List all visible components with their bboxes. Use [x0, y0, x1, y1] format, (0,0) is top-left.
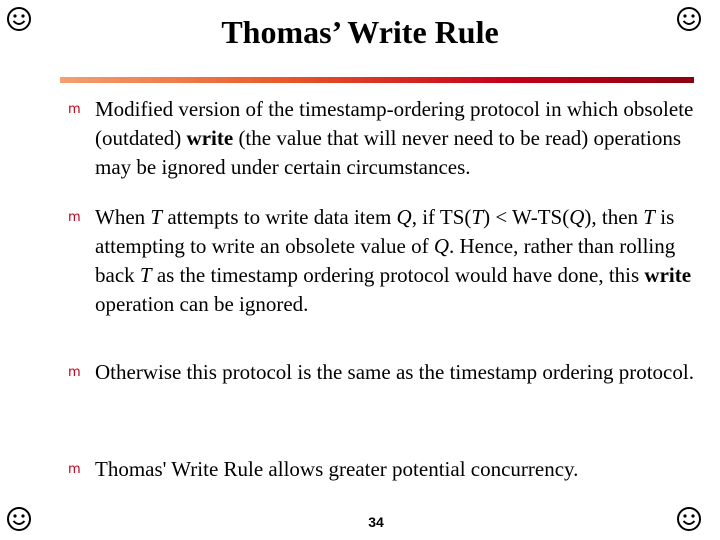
bullet-text: Thomas' Write Rule allows greater potential concurrency.	[95, 457, 579, 481]
bullet-marker-icon: m	[68, 210, 81, 225]
bullet-marker-icon: m	[68, 365, 81, 380]
page-number: 34	[368, 514, 384, 530]
bullet-marker-icon: m	[68, 462, 81, 477]
bullet-text: Modified version of the timestamp-ordering protocol in which obsolete (outdated) write (the value that will never need to be read) operations may be ignored under certain circumstances.	[95, 97, 694, 179]
bullet-text: Otherwise this protocol is the same as the timestamp ordering protocol.	[95, 360, 694, 384]
bullet-marker-icon: m	[68, 102, 81, 117]
bullet-text: When T attempts to write data item Q, if TS(T) < W-TS(Q), then T is attempting to write an obsolete value of Q. Hence, rather than rolling back T as the timestamp ordering protocol would have done, this write operation can be ignored.	[95, 205, 692, 316]
slide-title: Thomas’ Write Rule	[221, 14, 499, 50]
